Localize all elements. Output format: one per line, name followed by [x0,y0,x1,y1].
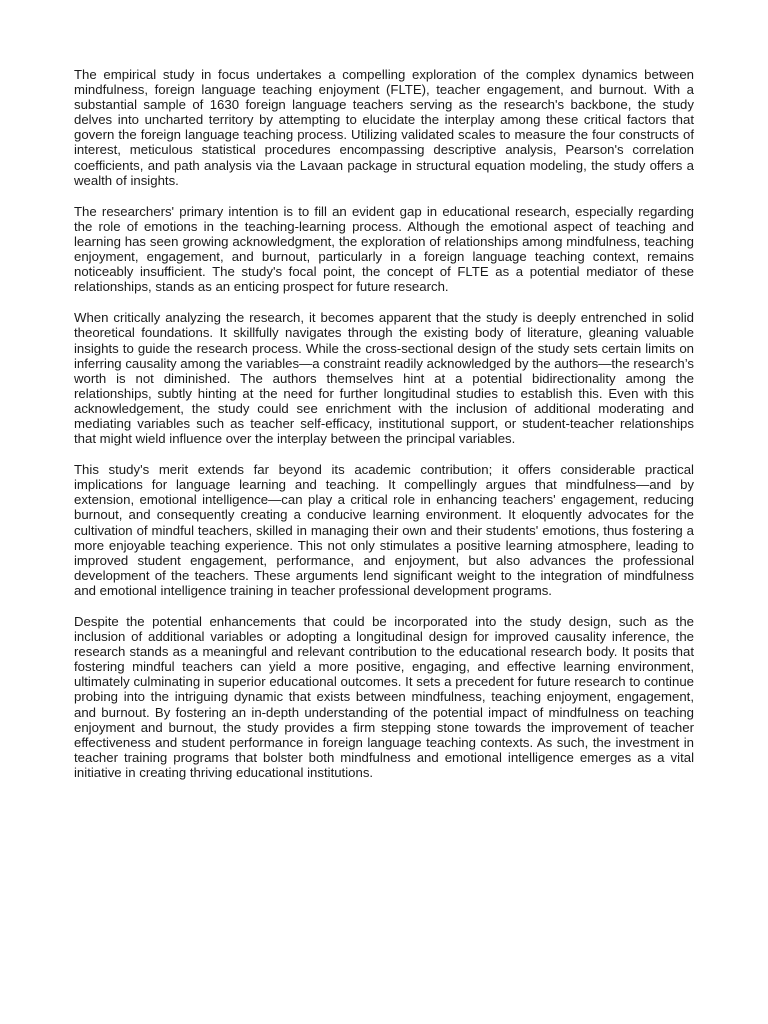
paragraph-2: The researchers' primary intention is to fill an evident gap in educational research, especially regarding the role of emotions in the teaching-learning process. Although the emotional aspect of teaching and learning has seen growing acknowledgment, the exploration of relationships among mindfulness, teaching enjoyment, engagement, and burnout, particularly in a foreign language teaching context, remains noticeably insufficient. The study's focal point, the concept of FLTE as a potential mediator of these relationships, stands as an enticing prospect for future research. [74,203,694,295]
paragraph-1: The empirical study in focus undertakes a compelling exploration of the complex dynamics between mindfulness, foreign language teaching enjoyment (FLTE), teacher engagement, and burnout. With a substantial sample of 1630 foreign language teachers serving as the research's backbone, the study delves into uncharted territory by attempting to elucidate the interplay among these critical factors that govern the foreign language teaching process. Utilizing validated scales to measure the four constructs of interest, meticulous statistical procedures encompassing descriptive analysis, Pearson's correlation coefficients, and path analysis via the Lavaan package in structural equation modeling, the study offers a wealth of insights. [74,67,694,188]
paragraph-4: This study's merit extends far beyond its academic contribution; it offers considerable practical implications for language learning and teaching. It compellingly argues that mindfulness—and by extension, emotional intelligence—can play a critical role in enhancing teachers' engagement, reducing burnout, and consequently creating a conducive learning environment. It eloquently advocates for the cultivation of mindful teachers, skilled in managing their own and their students' emotions, thus fostering a more enjoyable teaching experience. This not only stimulates a positive learning atmosphere, leading to improved student engagement, performance, and enjoyment, but also advances the professional development of the teachers. These arguments lend significant weight to the integration of mindfulness and emotional intelligence training in teacher professional development programs. [74,462,694,598]
paragraph-3: When critically analyzing the research, it becomes apparent that the study is deeply entrenched in solid theoretical foundations. It skillfully navigates through the existing body of literature, gleaning valuable insights to guide the research process. While the cross-sectional design of the study sets certain limits on inferring causality among the variables—a constraint readily acknowledged by the authors—the research’s worth is not diminished. The authors themselves hint at a potential bidirectionality among the relationships, subtly hinting at the need for further longitudinal studies to establish this. Even with this acknowledgement, the study could see enrichment with the inclusion of additional moderating and mediating variables such as teacher self-efficacy, institutional support, or student-teacher relationships that might wield influence over the interplay between the principal variables. [74,310,694,447]
document-page [74,67,694,796]
paragraph-5: Despite the potential enhancements that could be incorporated into the study design, such as the inclusion of additional variables or adopting a longitudinal design for improved causality inference, the research stands as a meaningful and relevant contribution to the educational research body. It posits that fostering mindful teachers can yield a more positive, engaging, and effective learning environment, ultimately culminating in superior educational outcomes. It sets a precedent for future research to continue probing into the intriguing dynamic that exists between mindfulness, teaching enjoyment, engagement, and burnout. By fostering an in-depth understanding of the potential impact of mindfulness on teaching enjoyment and burnout, the study provides a firm stepping stone towards the improvement of teacher effectiveness and student performance in foreign language teaching contexts. As such, the investment in teacher training programs that bolster both mindfulness and emotional intelligence emerges as a vital initiative in creating thriving educational institutions. [74,614,694,780]
